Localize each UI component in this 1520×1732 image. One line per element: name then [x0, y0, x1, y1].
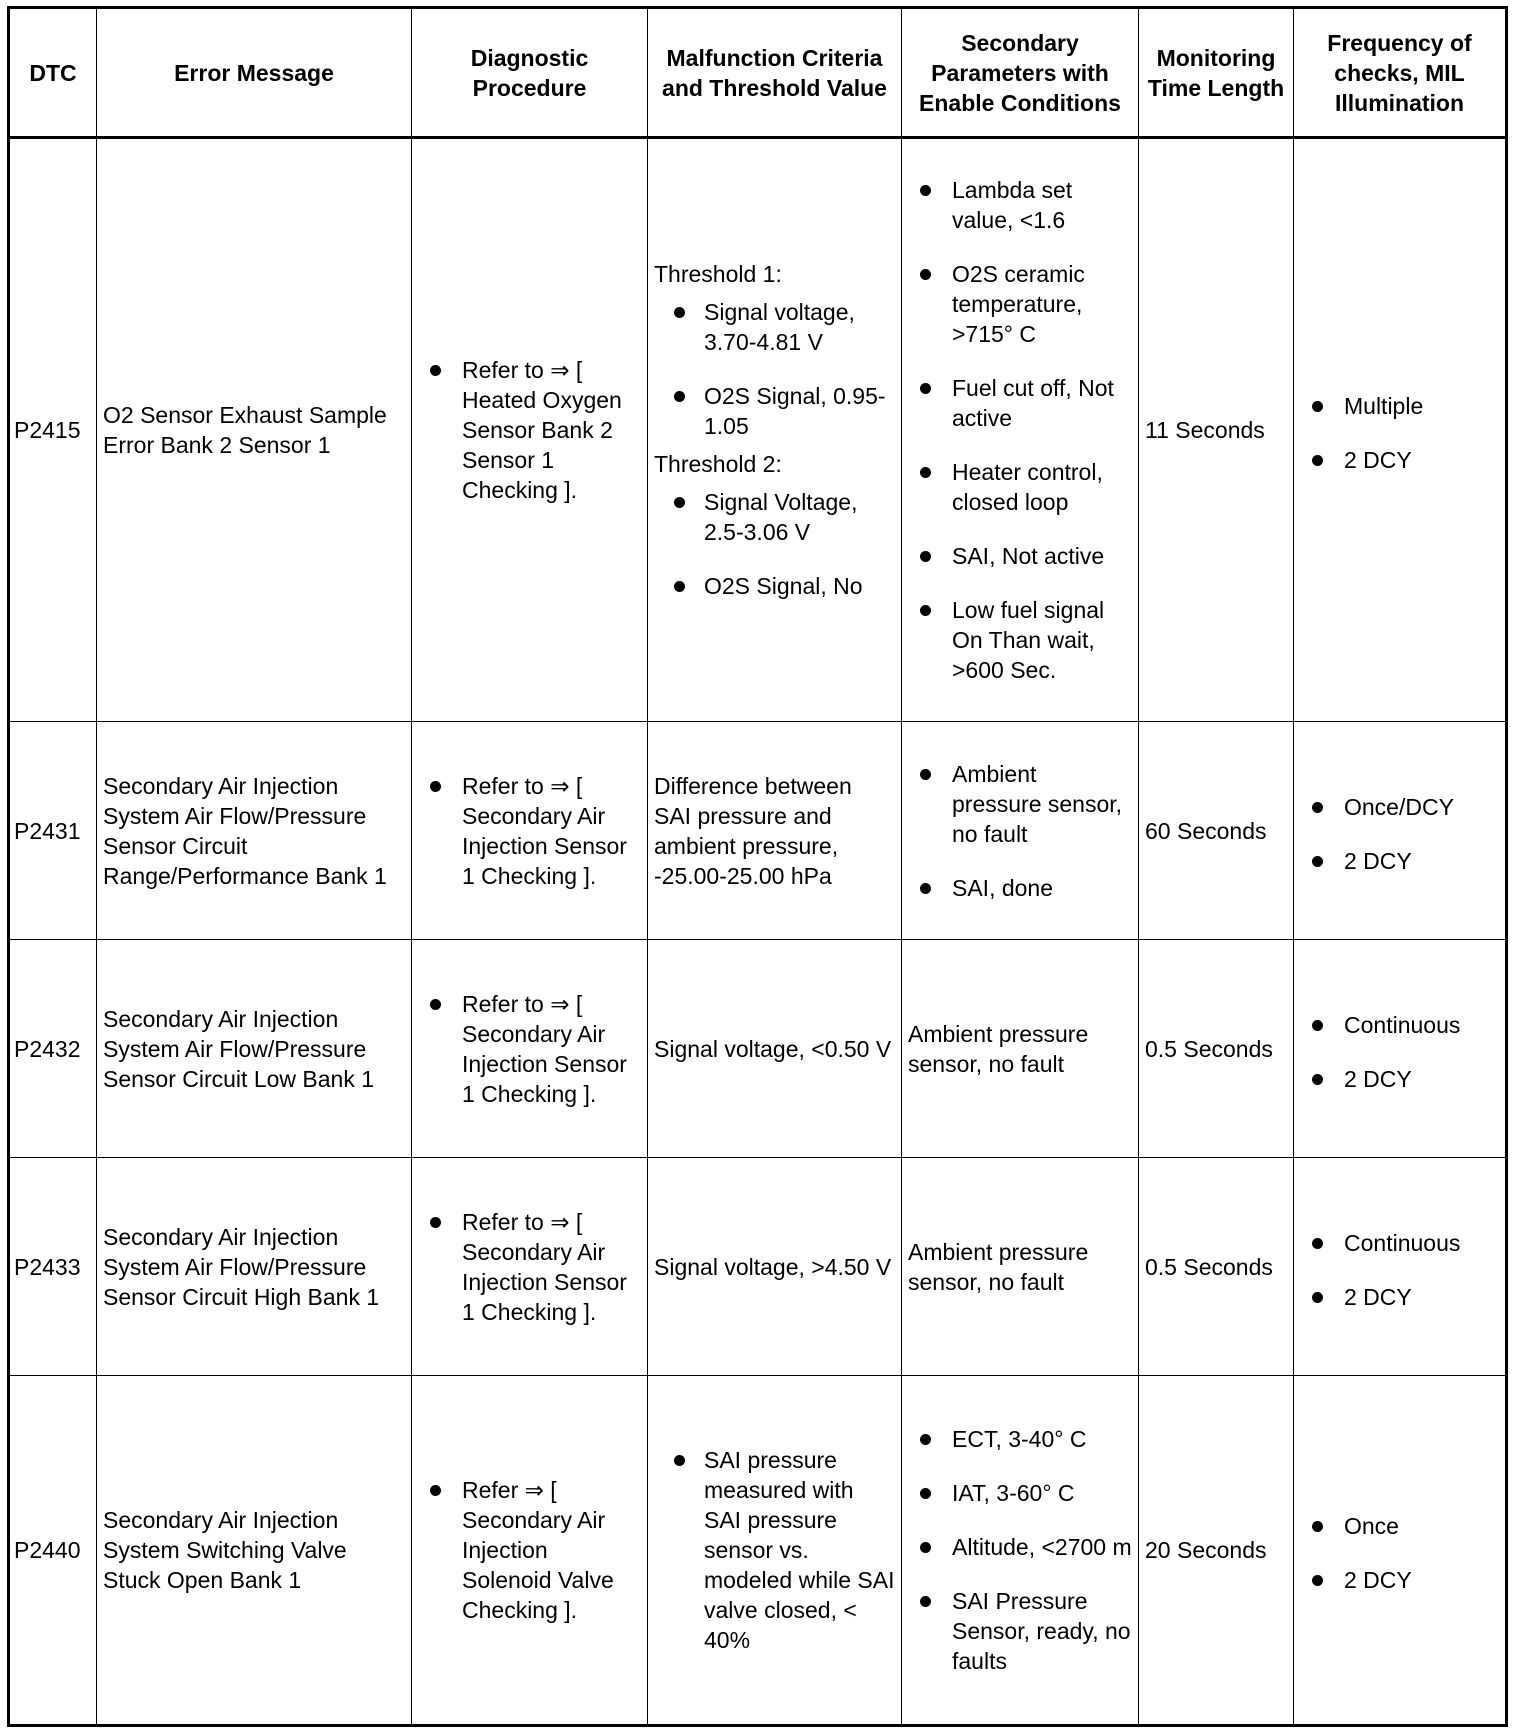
- monitoring-time: 60 Seconds: [1139, 722, 1294, 940]
- secondary-item: Ambient pressure sensor, no fault: [908, 759, 1132, 849]
- error-message: Secondary Air Injection System Air Flow/Pressure Sensor Circuit Low Bank 1: [97, 940, 412, 1158]
- threshold-item: O2S Signal, No: [654, 571, 895, 601]
- threshold-2-list: [654, 487, 895, 601]
- secondary-item: Altitude, <2700 m: [908, 1532, 1132, 1562]
- header-secondary-parameters: Secondary Parameters with Enable Conditions: [902, 8, 1139, 138]
- diagnostic-procedure: [412, 722, 648, 940]
- dtc-code: P2432: [9, 940, 97, 1158]
- error-message: O2 Sensor Exhaust Sample Error Bank 2 Sensor 1: [97, 138, 412, 722]
- monitoring-time: 0.5 Seconds: [1139, 1158, 1294, 1376]
- table-row: [9, 138, 1507, 722]
- frequency-list: [1300, 1511, 1499, 1595]
- procedure-list: [418, 989, 641, 1109]
- threshold-item: Signal voltage, 3.70-4.81 V: [654, 297, 895, 357]
- header-diagnostic-procedure: Diagnostic Procedure: [412, 8, 648, 138]
- diagnostic-procedure: [412, 138, 648, 722]
- frequency-list: [1300, 1010, 1499, 1094]
- diagnostic-procedure: [412, 1158, 648, 1376]
- criteria-list: [654, 1445, 895, 1655]
- procedure-list: [418, 771, 641, 891]
- frequency: [1294, 1376, 1507, 1726]
- frequency: [1294, 138, 1507, 722]
- frequency-item: 2 DCY: [1300, 1565, 1499, 1595]
- frequency: [1294, 1158, 1507, 1376]
- malfunction-criteria: Signal voltage, >4.50 V: [648, 1158, 902, 1376]
- procedure-item: Refer ⇒ [ Secondary Air Injection Solenoid Valve Checking ].: [418, 1475, 641, 1625]
- error-message: Secondary Air Injection System Air Flow/Pressure Sensor Circuit High Bank 1: [97, 1158, 412, 1376]
- criteria-item: SAI pressure measured with SAI pressure sensor vs. modeled while SAI valve closed, < 40%: [654, 1445, 895, 1655]
- table-row: [9, 1158, 1507, 1376]
- frequency-item: 2 DCY: [1300, 445, 1499, 475]
- frequency-list: [1300, 391, 1499, 475]
- threshold-1-label: Threshold 1:: [654, 261, 782, 287]
- threshold-2-label: Threshold 2:: [654, 451, 782, 477]
- diagnostic-procedure: [412, 940, 648, 1158]
- secondary-parameters: [902, 138, 1139, 722]
- table-row: [9, 1376, 1507, 1726]
- malfunction-criteria: Signal voltage, <0.50 V: [648, 940, 902, 1158]
- monitoring-time: 0.5 Seconds: [1139, 940, 1294, 1158]
- secondary-parameters: [902, 722, 1139, 940]
- error-message: Secondary Air Injection System Air Flow/Pressure Sensor Circuit Range/Performance Bank 1: [97, 722, 412, 940]
- dtc-code: P2431: [9, 722, 97, 940]
- frequency-item: 2 DCY: [1300, 1282, 1499, 1312]
- threshold-item: O2S Signal, 0.95-1.05: [654, 381, 895, 441]
- table-row: [9, 722, 1507, 940]
- procedure-list: [418, 355, 641, 505]
- monitoring-time: 20 Seconds: [1139, 1376, 1294, 1726]
- secondary-item: ECT, 3-40° C: [908, 1424, 1132, 1454]
- dtc-code: P2415: [9, 138, 97, 722]
- frequency: [1294, 722, 1507, 940]
- secondary-item: SAI Pressure Sensor, ready, no faults: [908, 1586, 1132, 1676]
- frequency-list: [1300, 792, 1499, 876]
- monitoring-time: 11 Seconds: [1139, 138, 1294, 722]
- threshold-1-list: [654, 297, 895, 441]
- frequency-item: 2 DCY: [1300, 1064, 1499, 1094]
- procedure-item: Refer to ⇒ [ Secondary Air Injection Sensor 1 Checking ].: [418, 1207, 641, 1327]
- secondary-parameters: [902, 1376, 1139, 1726]
- frequency-item: Continuous: [1300, 1010, 1499, 1040]
- header-dtc: DTC: [9, 8, 97, 138]
- procedure-item: Refer to ⇒ [ Heated Oxygen Sensor Bank 2 Sensor 1 Checking ].: [418, 355, 641, 505]
- secondary-item: Fuel cut off, Not active: [908, 373, 1132, 433]
- header-row: [9, 8, 1507, 138]
- secondary-item: O2S ceramic temperature, >715° C: [908, 259, 1132, 349]
- secondary-item: SAI, Not active: [908, 541, 1132, 571]
- secondary-parameters: Ambient pressure sensor, no fault: [902, 1158, 1139, 1376]
- dtc-table-frame: [7, 6, 1505, 1724]
- secondary-item: Lambda set value, <1.6: [908, 175, 1132, 235]
- secondary-list: [908, 175, 1132, 685]
- header-malfunction-criteria: Malfunction Criteria and Threshold Value: [648, 8, 902, 138]
- dtc-code: P2433: [9, 1158, 97, 1376]
- secondary-list: [908, 1424, 1132, 1676]
- frequency-item: Once/DCY: [1300, 792, 1499, 822]
- secondary-item: Heater control, closed loop: [908, 457, 1132, 517]
- procedure-list: [418, 1207, 641, 1327]
- frequency-item: 2 DCY: [1300, 846, 1499, 876]
- malfunction-criteria: [648, 1376, 902, 1726]
- procedure-list: [418, 1475, 641, 1625]
- dtc-code: P2440: [9, 1376, 97, 1726]
- malfunction-criteria: Difference between SAI pressure and ambient pressure, -25.00-25.00 hPa: [648, 722, 902, 940]
- frequency-list: [1300, 1228, 1499, 1312]
- procedure-item: Refer to ⇒ [ Secondary Air Injection Sensor 1 Checking ].: [418, 771, 641, 891]
- dtc-table: [7, 6, 1508, 1727]
- frequency-item: Once: [1300, 1511, 1499, 1541]
- frequency-item: Multiple: [1300, 391, 1499, 421]
- table-row: [9, 940, 1507, 1158]
- frequency: [1294, 940, 1507, 1158]
- frequency-item: Continuous: [1300, 1228, 1499, 1258]
- header-error-message: Error Message: [97, 8, 412, 138]
- threshold-item: Signal Voltage, 2.5-3.06 V: [654, 487, 895, 547]
- secondary-item: IAT, 3-60° C: [908, 1478, 1132, 1508]
- procedure-item: Refer to ⇒ [ Secondary Air Injection Sensor 1 Checking ].: [418, 989, 641, 1109]
- secondary-item: Low fuel signal On Than wait, >600 Sec.: [908, 595, 1132, 685]
- header-frequency: Frequency of checks, MIL Illumination: [1294, 8, 1507, 138]
- diagnostic-procedure: [412, 1376, 648, 1726]
- secondary-list: [908, 759, 1132, 903]
- header-monitoring-time: Monitoring Time Length: [1139, 8, 1294, 138]
- error-message: Secondary Air Injection System Switching Valve Stuck Open Bank 1: [97, 1376, 412, 1726]
- secondary-item: SAI, done: [908, 873, 1132, 903]
- secondary-parameters: Ambient pressure sensor, no fault: [902, 940, 1139, 1158]
- malfunction-criteria: [648, 138, 902, 722]
